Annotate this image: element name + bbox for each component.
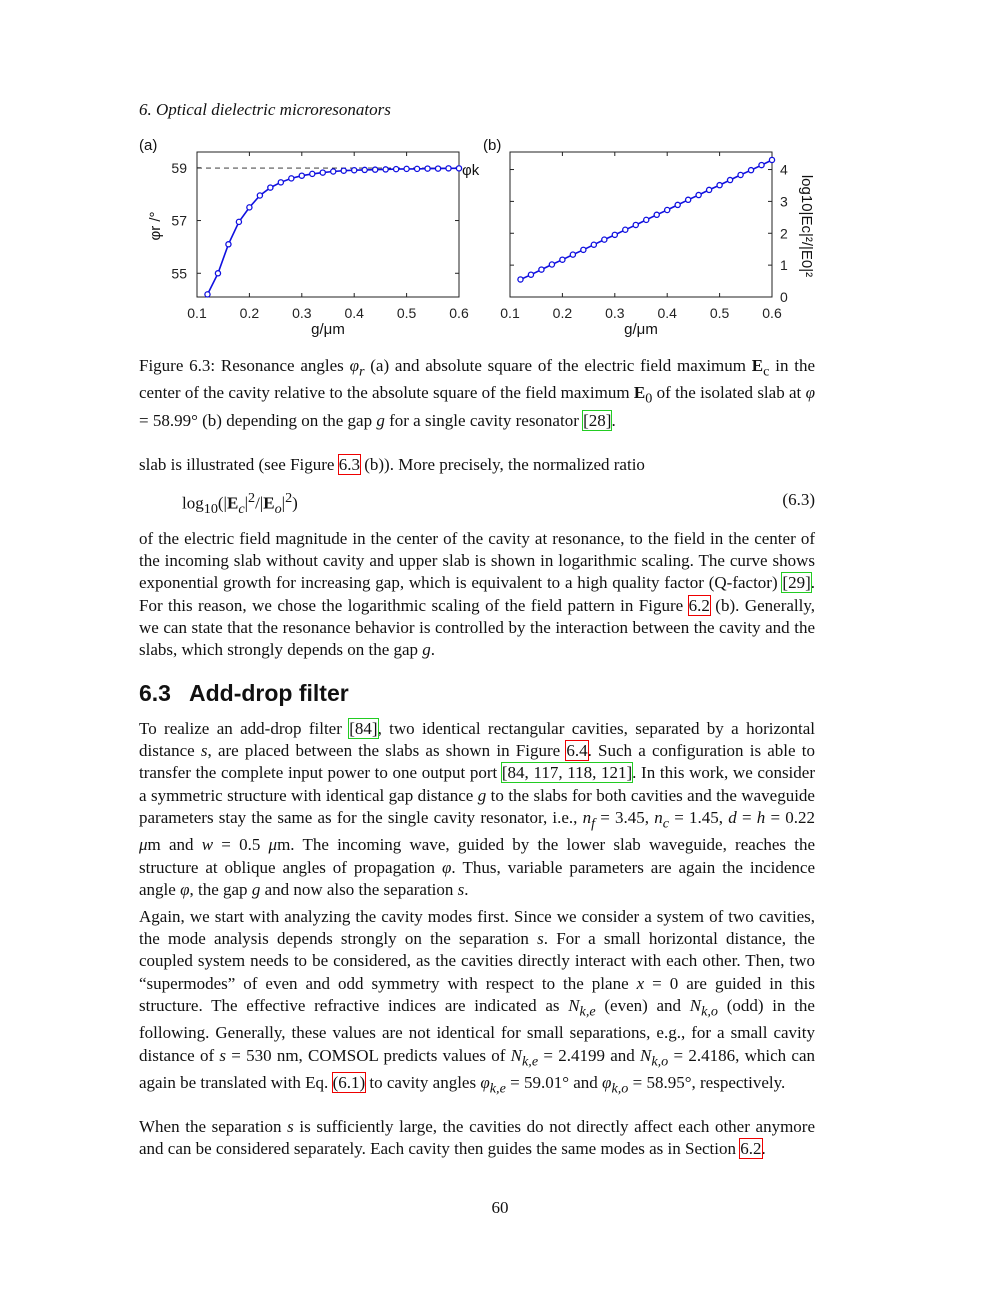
x-tick-label: 0.3 [605, 305, 625, 321]
data-point [341, 168, 346, 173]
x-tick-label: 0.5 [709, 305, 730, 321]
data-point [549, 262, 554, 267]
data-point [226, 242, 231, 247]
y-tick-label: 2 [780, 225, 788, 242]
figure-ref-link[interactable]: 6.4 [566, 741, 588, 761]
x-tick-label: 0.1 [500, 305, 520, 321]
y-tick-label: 4 [780, 161, 788, 178]
data-point [383, 167, 388, 172]
x-tick-label: 0.3 [292, 305, 312, 321]
data-point [257, 193, 262, 198]
x-tick-label: 0.6 [449, 305, 469, 321]
x-tick-label: 0.1 [187, 305, 207, 321]
y-tick-label: 3 [780, 193, 788, 210]
y-tick-label: 1 [780, 257, 788, 274]
paragraph-5: When the separation s is sufficiently large, the cavities do not directly affect each other anymore and can be considered separately. Each cavity then guides the same modes as in Section 6.2. [139, 1117, 815, 1159]
citation-link[interactable]: [84, 117, 118, 121] [501, 763, 633, 783]
data-point [299, 173, 304, 178]
data-point [404, 166, 409, 171]
data-point [373, 167, 378, 172]
data-point [320, 170, 325, 175]
data-point [268, 185, 273, 190]
data-point [612, 232, 617, 237]
data-point [435, 166, 440, 171]
panel-a-xlabel: g/μm [311, 321, 345, 338]
x-tick-label: 0.6 [762, 305, 782, 321]
panel-a-label: (a) [139, 137, 158, 154]
data-point [581, 247, 586, 252]
data-point [215, 271, 220, 276]
y-tick-label: 55 [171, 265, 187, 282]
data-point [591, 242, 596, 247]
data-point [278, 180, 283, 185]
data-point [446, 166, 451, 171]
data-point [394, 167, 399, 172]
data-point [748, 168, 753, 173]
panel-b-ylabel: log10|Ec|²/|E0|² [798, 174, 815, 278]
data-point [644, 217, 649, 222]
data-point [310, 171, 315, 176]
x-tick-label: 0.4 [344, 305, 364, 321]
data-point [654, 212, 659, 217]
section-ref-link[interactable]: 6.2 [740, 1139, 762, 1159]
data-point [759, 162, 764, 167]
paragraph-3: To realize an add-drop filter [84], two identical rectangular cavities, separated by a horizontal distance s, are placed between the slabs as shown in Figure 6.4. Such a configuration is able to transfer the complete input power to one output port [84, 117, 118, 121]. In this work, we consider a symmetric structure with identical gap distance g to the slabs for both cavities and the waveguide parameters stay the same as for the single cavity resonator, i.e., $n_f = 3.45$, $n_c = 1.45$, d = h = 0.22 μm and w = 0.5 μm. The incoming wave, guided by the lower slab waveguide, reaches the structure at oblique angles of propagation φ. Thus, variable parameters are again the incidence angle φ, the gap g and now also the separation s. [139, 719, 816, 899]
panel-a-frame [197, 152, 459, 297]
y-tick-label: 0 [780, 289, 788, 305]
panel-b-xlabel: g/μm [624, 321, 658, 338]
figure-caption: Figure 6.3: Resonance angles $\varphi_r$ (a) and absolute square of the electric field maximum $E_c$ in the center of the cavity relative to the absolute square of the field maximum $E_0$ of the isolated slab at φ = 58.99° (b) depending on the gap g for a single cavity resonator [28]. [139, 356, 815, 430]
equation-number: (6.3) [782, 490, 815, 509]
panel-a-ylabel: φr /° [147, 211, 164, 241]
equation-ref-link[interactable]: (6.1) [332, 1073, 366, 1093]
citation-link[interactable]: [29] [782, 573, 811, 593]
data-point [707, 187, 712, 192]
panel-b-label: (b) [483, 137, 502, 154]
data-point [769, 157, 774, 162]
data-point [570, 252, 575, 257]
figure-ref-link[interactable]: 6.2 [688, 595, 710, 615]
data-point [623, 227, 628, 232]
section-heading: 6.3 Add-drop filter [139, 680, 349, 706]
data-point [362, 167, 367, 172]
data-point [696, 192, 701, 197]
data-point [633, 222, 638, 227]
data-point [727, 177, 732, 182]
x-tick-label: 0.4 [657, 305, 677, 321]
x-tick-label: 0.2 [239, 305, 260, 321]
data-point [717, 183, 722, 188]
data-point [331, 169, 336, 174]
data-point [425, 166, 430, 171]
paragraph-1: slab is illustrated (see Figure 6.3 (b)). More precisely, the normalized ratio [139, 455, 645, 474]
x-tick-label: 0.5 [396, 305, 417, 321]
y-tick-label: 57 [171, 212, 187, 229]
data-point [675, 202, 680, 207]
citation-link[interactable]: [84] [349, 719, 378, 738]
data-point [738, 172, 743, 177]
data-point [289, 176, 294, 181]
paragraph-4: Again, we start with analyzing the cavity modes first. Since we consider a system of two cavities, the mode analysis depends strongly on the separation s. For a small horizontal distance, the coupled system needs to be considered, as the cavities directly interact with each other. Then, two “supermodes” of even and odd symmetry with respect to the plane x = 0 are guided in this structure. The effective refractive indices are indicated as $N_{k,e}$ (even) and $N_{k,o}$ (odd) in the following. Generally, these values are not identical for small separations, e.g., for a small cavity distance of s = 530 nm, COMSOL predicts values of $N_{k,e} = 2.4199$ and $N_{k,o} = 2.4186$, which can again be translated with Eq. (6.1) to cavity angles $\varphi_{k,e} = 59.01^\circ$ and $\varphi_{k,o} = 58.95^\circ$, respectively. [139, 907, 815, 1097]
y-tick-label: 59 [171, 159, 187, 176]
page-number: 60 [491, 1198, 509, 1217]
data-point [665, 207, 670, 212]
data-point [456, 166, 461, 171]
data-point [602, 237, 607, 242]
data-point [414, 166, 419, 171]
running-header: 6. Optical dielectric microresonators [139, 100, 391, 119]
data-point [352, 168, 357, 173]
equation-6-3: $\log_{10}(|E_c|^2/|E_o|^2)$ [182, 490, 298, 518]
data-point [236, 219, 241, 224]
panel-a-series-line [208, 168, 460, 294]
figure-ref-link[interactable]: 6.3 [338, 455, 360, 474]
data-point [686, 197, 691, 202]
citation-link[interactable]: [28] [583, 410, 612, 430]
panel-b-frame [510, 152, 772, 297]
paragraph-2: of the electric field magnitude in the center of the cavity at resonance, to the field in the center of the incoming slab without cavity and upper slab is shown in logarithmic scaling. The curve shows exponential growth for increasing gap, which is equivalent to a high quality factor (Q-factor) [29]. For this reason, we chose the logarithmic scaling of the field pattern in Figure 6.2 (b). Generally, we can state that the resonance behavior is controlled by the interaction between the cavity and the slabs, which strongly depends on the gap g. [139, 529, 815, 660]
data-point [205, 292, 210, 297]
x-tick-label: 0.2 [552, 305, 573, 321]
data-point [528, 272, 533, 277]
data-point [560, 257, 565, 262]
figure-6-3 [0, 0, 1000, 345]
panel-a-asymptote-label: φk [462, 162, 480, 180]
data-point [539, 267, 544, 272]
data-point [518, 277, 523, 282]
data-point [247, 205, 252, 210]
